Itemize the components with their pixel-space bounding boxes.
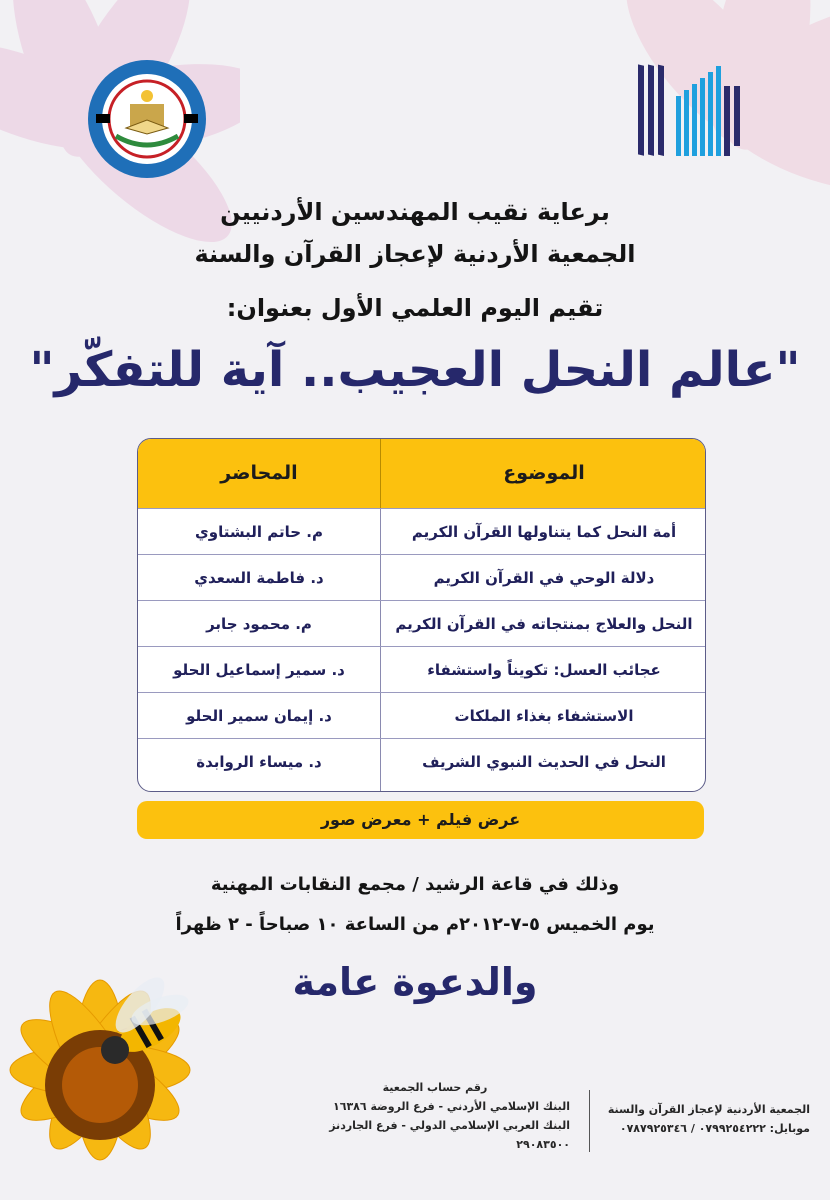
topic-cell: عجائب العسل: تكويناً واستشفاء [427, 661, 661, 679]
association-contact [600, 1100, 810, 1138]
topic-cell: النحل والعلاج بمنتجاته في القرآن الكريم [395, 615, 693, 633]
bank-line-1: البنك الإسلامي الأردني - فرع الروضة ١٦٣٨٦ [333, 1100, 570, 1113]
topic-cell: دلالة الوحي في القرآن الكريم [433, 569, 655, 587]
sponsor-line: برعاية نقيب المهندسين الأردنيين [220, 198, 610, 226]
table-header [138, 439, 705, 508]
topic-cell: الاستشفاء بغذاء الملكات [454, 707, 634, 725]
table-row [138, 600, 705, 647]
table-row [138, 508, 705, 555]
date-line: يوم الخميس ٥-٧-٢٠١٢م من الساعة ١٠ صباحاً - ٢ ظهراً [175, 914, 655, 935]
sunflower-bee-illustration [0, 910, 290, 1200]
header-divider [380, 439, 381, 508]
lecturer-cell: د. فاطمة السعدي [194, 569, 324, 587]
event-intro: تقيم اليوم العلمي الأول بعنوان: [226, 294, 604, 322]
bank-title: رقم حساب الجمعية [382, 1081, 488, 1094]
topic-cell: أمة النحل كما يتناولها القرآن الكريم [411, 523, 677, 541]
lecturer-cell: د. ميساء الروابدة [196, 753, 322, 771]
extras-banner: عرض فيلم + معرض صور [137, 801, 704, 839]
bank-line-2: البنك العربي الإسلامي الدولي - فرع الجاردنز ٢٩٠٨٣٥٠٠ [329, 1119, 570, 1151]
topic-cell: النحل في الحديث النبوي الشريف [422, 753, 666, 771]
venue-line: وذلك في قاعة الرشيد / مجمع النقابات المهنية [210, 874, 620, 895]
invitation-line: والدعوة عامة [292, 960, 538, 1004]
column-header-topic: الموضوع [503, 462, 585, 484]
program-table [137, 438, 706, 792]
table-row [138, 646, 705, 693]
event-title: "عالم النحل العجيب.. آية للتفكّر" [29, 342, 801, 398]
lecturer-cell: د. إيمان سمير الحلو [186, 707, 332, 725]
organization-name: الجمعية الأردنية لإعجاز القرآن والسنة [194, 240, 636, 268]
footer-divider [589, 1090, 590, 1152]
lecturer-cell: م. محمود جابر [206, 615, 312, 633]
engineers-association-logo [636, 56, 748, 168]
bank-account-info [300, 1078, 570, 1154]
phone-numbers: موبايل: ٠٧٩٩٢٥٤٢٢٢ / ٠٧٨٧٩٢٥٣٤٦ [619, 1122, 810, 1135]
association-emblem-logo [86, 58, 208, 180]
column-header-lecturer: المحاضر [220, 462, 298, 484]
association-name: الجمعية الأردنية لإعجاز القرآن والسنة [607, 1103, 810, 1116]
table-row [138, 554, 705, 601]
table-row [138, 692, 705, 739]
lecturer-cell: د. سمير إسماعيل الحلو [173, 661, 345, 679]
lecturer-cell: م. حاتم البشتاوي [195, 523, 323, 541]
table-row [138, 738, 705, 785]
